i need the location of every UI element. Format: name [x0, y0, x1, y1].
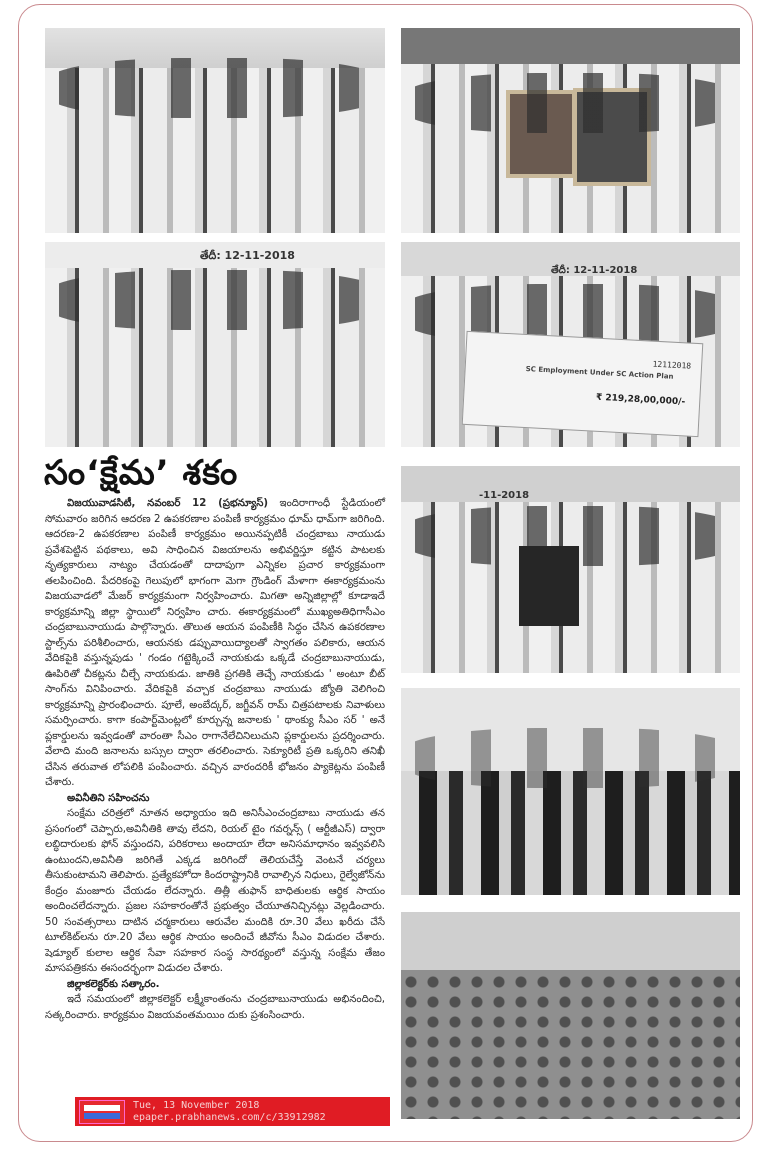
- epaper-footer: [75, 1097, 390, 1126]
- photo-dignitaries-group[interactable]: [401, 466, 740, 673]
- epaper-url[interactable]: epaper.prabhanews.com/c/33912982: [133, 1111, 326, 1123]
- article-paragraph-3: ఇదే సమయంలో జిల్లాకలెక్టర్ లక్ష్మీకాంతంను చంద్రబాబునాయుడు అభినందించి, సత్కరించారు. కార్యక్రమం విజయవంతమయిం దుకు ప్రశంసించారు.: [45, 994, 385, 1021]
- photo-cheque-presentation[interactable]: [401, 242, 740, 447]
- photo-stage-speech[interactable]: [45, 242, 385, 447]
- date-banner: -11-2018: [479, 490, 530, 501]
- prabha-news-logo-icon: [79, 1100, 125, 1124]
- photo-lamp-lighting[interactable]: [45, 28, 385, 233]
- article-paragraph-2: సంక్షేమ చరిత్రలో నూతన అధ్యాయం ఇది అనిసీఎంచంద్రబాబు నాయుడు తన ప్రసంగంలో చెప్పారు,అవినీతికి తావు లేదని, రియల్ టైం గవర్నన్స్ ( ఆర్టీజీఎస్) ద్వారా లబ్ధిదారులకు ఫోన్ వస్తుందని, పరికరాలు అందాయా లేదా అనిసమాధానం ఇవ్వవలిసి ఉంటుందని,అవినీతి జరిగితే ఎక్కడ జరిగిందో తెలియచేస్తే వెంటనే చర్యలు తీసుకుంటామని తెలిపారు. ప్రత్యేకహోదా కిందరాష్ట్రానికి రావాల్సిన నిధులు, రైల్వేజోన్‌ను కేంద్రం మంజూరు చేయడం లేదన్నారు. తిత్లీ తుఫాన్ బాధితులకు ఆర్థిక సాయం అందించలేదన్నారు. ప్రజల సహకారంతోనే ప్రభుత్వం చేయూతనిచ్చినట్లు వెల్లడించారు. 50 సంవత్సరాలు దాటిన చర్మకారులు ఆరువేల మందికి రూ.30 వేలు ఖరీదు చేసే టూల్‌కిట్‌లను రూ.20 వేలు ఆర్థిక సాయం అందించే జీవోను సీఎం విడుదల చేశారు. షెడ్యూల్ కులాల ఆర్థిక సేవా సహకార సంస్థ సారథ్యంలో వస్తున్న సంక్షేమ తేజం మాసపత్రికను ఈసందర్భంగా విడుదల చేశారు.: [45, 808, 385, 974]
- cheque-board: SC Employment Under SC Action Plan 12112018 ₹ 219,28,00,000/-: [462, 331, 704, 437]
- photo-audience-crowd[interactable]: [401, 912, 740, 1119]
- dark-vest-figure: [519, 546, 579, 626]
- subheading-collector: జిల్లాకలెక్టర్‌కు సత్కారం.: [67, 978, 160, 990]
- page-title: సం‘క్షేమ’ శకం: [44, 453, 239, 493]
- photo-dancers-performance[interactable]: [401, 688, 740, 895]
- edition-date: Tue, 13 November 2018: [133, 1099, 260, 1111]
- subheading-corruption: అవినీతిని సహించను: [67, 792, 150, 804]
- photo-portrait-tribute[interactable]: [401, 28, 740, 233]
- article-paragraph-1: విజయువాడసిటీ, నవంబర్ 12 (ప్రభన్యూస్) ఇందిరాగాంధీ స్టేడియంలో సోమవారం జరిగిన ఆదరణ 2 ఉపకరణాల పంపిణీ కార్యక్రమం ధూమ్ ధామ్‌గా జరిగింది. ఆదరణ-2 ఉపకరణాల పంపిణీ కార్యక్రమం అయినప్పటికీ చంద్రబాబు నాయుడు ప్రవేశపెట్టిన పథకాలు, అవి సాధించిన విజయాలను అభివర్ణిస్తూ కట్టిన పాటలకు నృత్యకారులు నాట్యం చేయడంతో దాదాపుగా ఎన్నికల ప్రచార కార్యక్రమంగా తలపించింది. పేదరికంపై గెలుపులో భాగంగా మెగా గ్రౌండింగ్ మేళాగా ఈకార్యక్రమంను విజయవాడలో మేజర్ కార్యక్రమంగా నిర్వహించారు. మిగతా అన్నిజిల్లాల్లో కూడాఇదే కార్యక్రమాన్ని జిల్లా స్థాయిలో నిర్వహిం చారు. ఈకార్యక్రమంలో ముఖ్యఅతిధిగాసీఎం చంద్రబాబునాయుడు పాల్గొన్నారు. తొలుత ఆయన పంపిణీకి సిద్ధం చేసిన ఉపకరణాల స్టాల్స్‌ను పరిశీలించారు, ఆయనకు డప్పువాయిద్యాలతో స్వాగతం పలికారు, ఆయన వేదికపైకి వస్తున్నపుడు ' గండం గట్టెక్కించే నాయకుడు ఒక్కడే చంద్రబాబునాయుడు, ఊపిరితో చీకట్లను చీల్చే నాయకుడు. జాతికి ప్రగతికి తెచ్చే నాయకుడు ' అంటూ బీట్ సాంగ్‌ను వినిపించారు. వేదికపైకి వచ్చాక చంద్రబాబు నాయుడు జ్యోతి వెలిగించి కార్యక్రమాన్ని ప్రారంభించారు. పూలే, అంబేద్కర్, జగ్జీవన్ రామ్ చిత్రపటాలకు నివాళులు సమర్పించారు. కాగా కంపార్ట్‌మెంట్లలో కూర్చున్న జనాలకు ' థాంక్యు సీఎం సర్ ' అనే ప్లకార్డులను ఇవ్వడంతో వారంతా సీఎం రాగానేలేచినిలుచుని ప్లకార్డులను ప్రదర్శించారు. వేలాది మంది జనాలను బస్సుల ద్వారా తరలించారు. సెక్యూరిటీ ప్రతి ఒక్కరిని తనిఖీ చేసిన తరువాత లోపలికి పంపించారు. వచ్చిన వారందరికీ భోజనం ప్యాకెట్లను పంపిణీ చేశారు.: [45, 498, 385, 788]
- article-body: [45, 496, 385, 1023]
- dateline: విజయువాడసిటీ, నవంబర్ 12 (ప్రభన్యూస్): [67, 498, 269, 509]
- date-banner: తేదీ: 12-11-2018: [551, 265, 638, 276]
- date-banner: తేదీ: 12-11-2018: [200, 249, 295, 262]
